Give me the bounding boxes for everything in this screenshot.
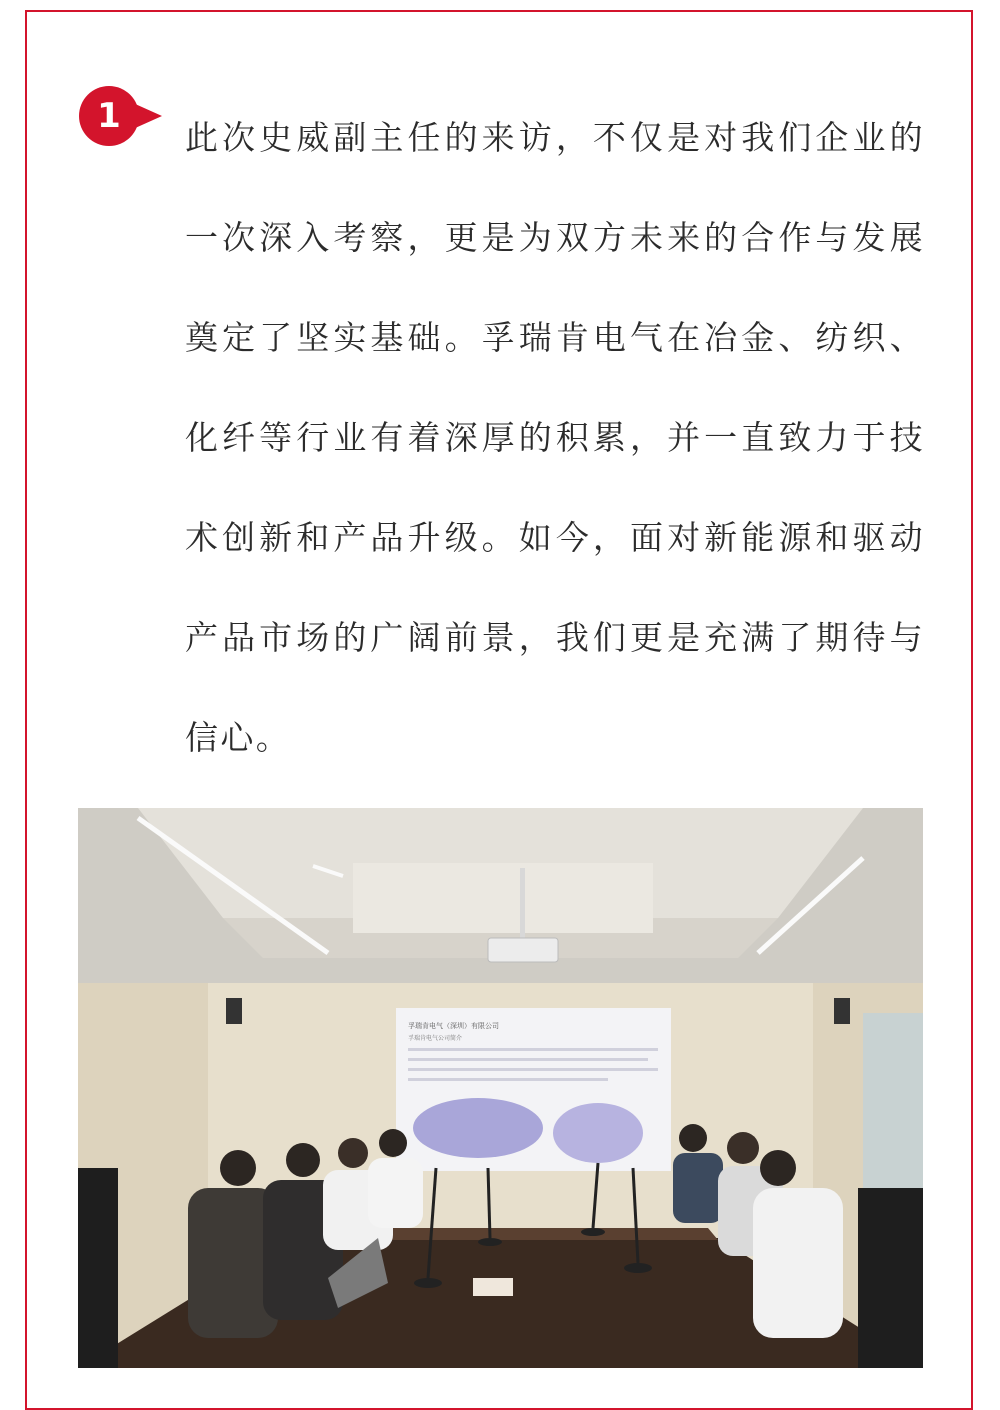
meeting-room-illustration [78, 808, 923, 1368]
article-paragraph: 此次史威副主任的来访，不仅是对我们企业的一次深入考察，更是为双方未来的合作与发展奠定了坚实基础。孚瑞肯电气在冶金、纺织、化纤等行业有着深厚的积累，并一直致力于技术创新和产品升级。如今，面对新能源和驱动产品市场的广阔前景，我们更是充满了期待与信心。 [185, 118, 925, 757]
section-number: 1 [97, 96, 121, 136]
meeting-room-photo [78, 808, 923, 1368]
slide-title: 孚瑞肯电气（深圳）有限公司 [408, 1022, 499, 1030]
slide-subtitle: 孚瑞肯电气公司简介 [408, 1035, 463, 1042]
